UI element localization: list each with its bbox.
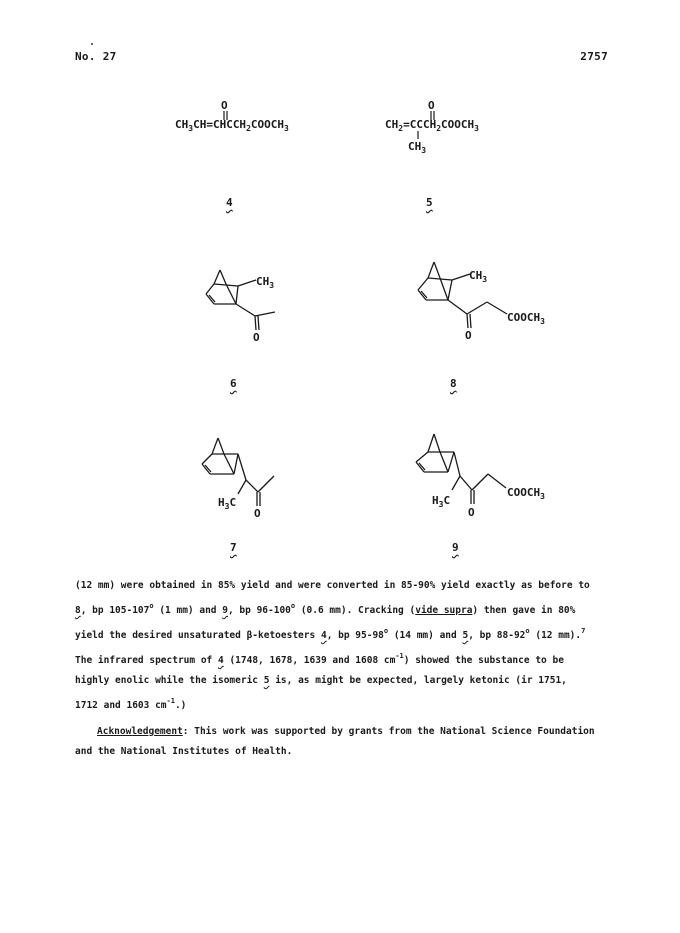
compound-label-4: 4: [226, 196, 233, 209]
speck: [91, 43, 93, 45]
compound-label-7: 7: [230, 541, 237, 554]
oxygen-label: O: [253, 331, 260, 344]
compound-label-9: 9: [452, 541, 459, 554]
acknowledgement-heading: Acknowledgement: [97, 726, 183, 737]
ester-label: $COOCH_3$: [507, 486, 545, 501]
structure-6: [200, 252, 310, 342]
acknowledgement-line: and the National Institutes of Health.: [75, 746, 293, 757]
compound-label-6: 6: [230, 377, 237, 390]
h3c-label: $H_3C$: [432, 494, 451, 509]
ester-label: $COOCH_3$: [507, 311, 545, 326]
page-number: 2757: [580, 50, 608, 63]
carbonyl-4: [218, 98, 238, 124]
results-paragraph: [75, 576, 615, 716]
h3c-label: $H_3C$: [218, 496, 237, 511]
structure-7: [196, 432, 306, 522]
formula-5: $CH_2=CCCH_2COOCH_3$: [385, 118, 479, 133]
paragraph-line: 1712 and 1603 $cm^{-1}$.): [75, 697, 187, 711]
oxygen-label: O: [468, 506, 475, 519]
oxygen-label: O: [465, 329, 472, 342]
oxygen-label: O: [254, 507, 261, 520]
paragraph-line: (12 mm) were obtained in 85% yield and were converted in 85-90% yield exactly as before to: [75, 580, 590, 591]
methyl-label: $CH_3$: [469, 269, 488, 284]
structure-8: [412, 252, 572, 342]
compound-label-8: 8: [450, 377, 457, 390]
paragraph-line: The infrared spectrum of 4 (1748, 1678, 1639 and 1608 $cm^{-1}$) showed the substance to be: [75, 652, 564, 666]
carbonyl-5: [425, 98, 445, 124]
paragraph-line: 8, bp 105-107$^o$ (1 mm) and 9, bp 96-100$^o$ (0.6 mm). Cracking (vide supra) then gave in 80%: [75, 602, 576, 616]
acknowledgement-line: Acknowledgement: This work was supported by grants from the National Science Foundation: [97, 726, 595, 737]
paragraph-line: highly enolic while the isomeric 5 is, as might be expected, largely ketonic (ir 1751,: [75, 675, 567, 686]
acknowledgement: [75, 722, 615, 762]
methyl-5: $CH_3$: [408, 140, 427, 155]
oxygen-label: O: [221, 99, 228, 112]
compound-label-5: 5: [426, 196, 433, 209]
paragraph-line: yield the desired unsaturated β-ketoesters 4, bp 95-98$^o$ (14 mm) and 5, bp 88-92$^o$ (12 mm).$^7$: [75, 627, 586, 641]
structure-9: [410, 432, 570, 522]
formula-4: $CH_3CH=CHCCH_2COOCH_3$: [175, 118, 289, 133]
methyl-label: $CH_3$: [256, 275, 275, 290]
oxygen-label: O: [428, 99, 435, 112]
journal-issue: No. 27: [75, 50, 117, 63]
